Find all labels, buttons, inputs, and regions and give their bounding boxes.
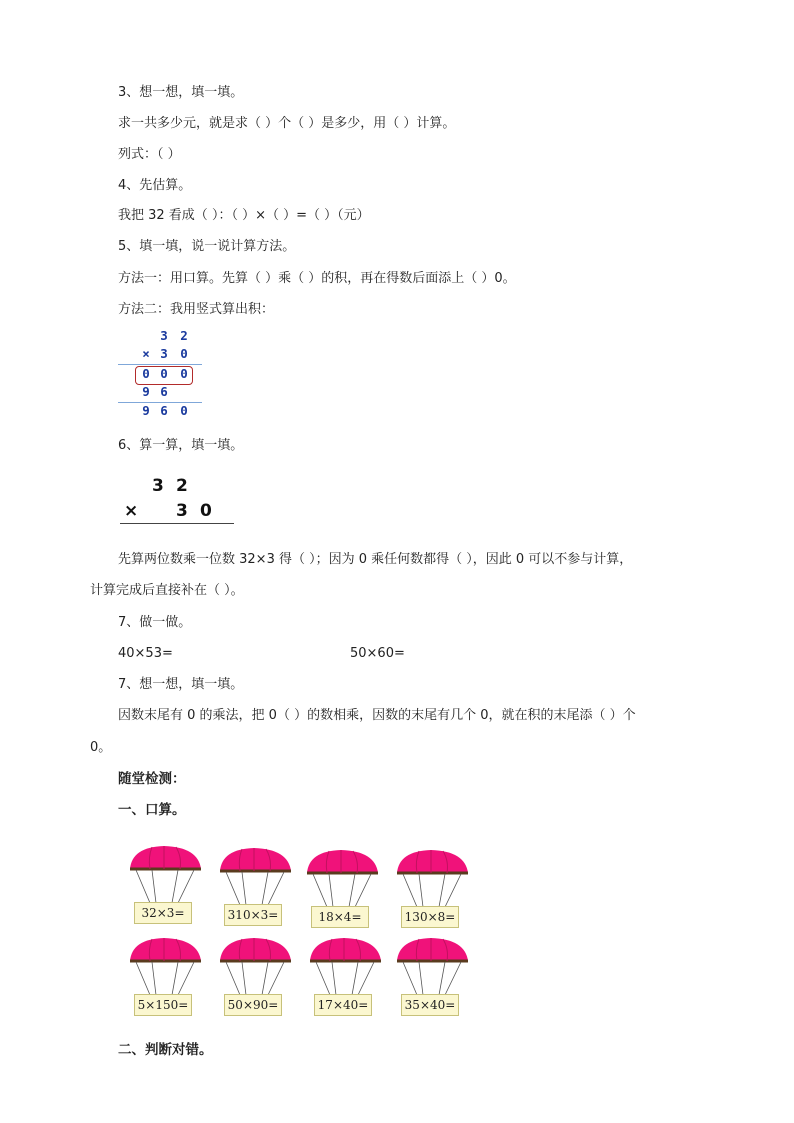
q4-text: 我把 32 看成（ ）：（ ）×（ ）=（ ）（元） <box>118 208 370 223</box>
q3-title: 3、想一想，填一填。 <box>118 85 244 100</box>
digit: 2 <box>180 328 188 343</box>
parachute <box>128 935 208 1021</box>
q7a-title: 7、做一做。 <box>118 615 192 630</box>
expression-tag: 32×3= <box>134 902 192 924</box>
expression-tag: 50×90= <box>224 994 282 1016</box>
q6-text-1: 先算两位数乘一位数 32×3 得（ ）；因为 0 乘任何数都得（ ），因此 0 可以不参与计算， <box>118 552 633 567</box>
big-multiplication <box>118 476 238 528</box>
parachute <box>305 847 385 933</box>
digit: 0 <box>180 403 188 418</box>
check-title: 随堂检测： <box>118 771 186 787</box>
q7a-right: 50×60= <box>350 646 405 661</box>
parachute <box>218 845 298 931</box>
vertical-row-1 <box>118 328 202 346</box>
digit: 9 <box>142 384 150 399</box>
parachute-canopy-icon <box>395 847 471 909</box>
vertical-row-2 <box>118 346 202 364</box>
q5-method2: 方法二：我用竖式算出积： <box>118 302 275 317</box>
vertical-row-4 <box>118 384 202 402</box>
digit: 3 <box>176 501 188 521</box>
parachute-canopy-icon <box>128 843 204 905</box>
digit: 9 <box>142 403 150 418</box>
vertical-row-3 <box>118 366 202 384</box>
times-sign: × <box>124 501 139 521</box>
parachute <box>218 935 298 1021</box>
expression-tag: 130×8= <box>401 906 459 928</box>
digit: 6 <box>160 403 168 418</box>
parachute-canopy-icon <box>395 935 471 997</box>
parachute-canopy-icon <box>128 935 204 997</box>
q7b-text-1: 因数末尾有 0 的乘法，把 0（ ）的数相乘，因数的末尾有几个 0，就在积的末尾添（ ）个 <box>118 708 636 723</box>
q3-text: 求一共多少元，就是求（ ）个（ ）是多少，用（ ）计算。 <box>118 116 456 131</box>
section-1-title: 一、口算。 <box>118 802 186 818</box>
parachute <box>308 935 388 1021</box>
digit: 0 <box>160 366 168 381</box>
digit: 0 <box>200 501 212 521</box>
expression-tag: 5×150= <box>134 994 192 1016</box>
section-2-title: 二、判断对错。 <box>118 1042 213 1058</box>
expression-tag: 35×40= <box>401 994 459 1016</box>
vertical-row-5 <box>118 403 202 421</box>
expression-tag: 17×40= <box>314 994 372 1016</box>
parachute-canopy-icon <box>308 935 384 997</box>
q6-title: 6、算一算，填一填。 <box>118 438 244 453</box>
expression-tag: 310×3= <box>224 904 282 926</box>
q4-title: 4、先估算。 <box>118 178 192 193</box>
parachute-canopy-icon <box>218 845 294 907</box>
digit: 6 <box>160 384 168 399</box>
expression-tag: 18×4= <box>311 906 369 928</box>
q5-title: 5、填一填，说一说计算方法。 <box>118 239 296 254</box>
parachute <box>395 935 475 1021</box>
q5-method1: 方法一：用口算。先算（ ）乘（ ）的积，再在得数后面添上（ ）0。 <box>118 271 516 286</box>
digit: 2 <box>176 476 188 496</box>
q7b-text-2: 0。 <box>90 740 112 755</box>
digit: 0 <box>180 366 188 381</box>
parachute <box>395 847 475 933</box>
divider <box>120 523 234 524</box>
divider <box>118 364 202 365</box>
q3-formula: 列式：（ ） <box>118 147 181 162</box>
digit: 3 <box>160 328 168 343</box>
parachute <box>128 843 208 929</box>
parachute-canopy-icon <box>218 935 294 997</box>
q7b-title: 7、想一想，填一填。 <box>118 677 244 692</box>
digit: 3 <box>152 476 164 496</box>
q6-text-2: 计算完成后直接补在（ ）。 <box>90 583 244 598</box>
vertical-multiplication <box>118 328 208 420</box>
digit: 3 <box>160 346 168 361</box>
parachute-canopy-icon <box>305 847 381 909</box>
times-sign: × <box>142 346 150 361</box>
digit: 0 <box>180 346 188 361</box>
q7a-left: 40×53= <box>118 646 173 661</box>
digit: 0 <box>142 366 150 381</box>
